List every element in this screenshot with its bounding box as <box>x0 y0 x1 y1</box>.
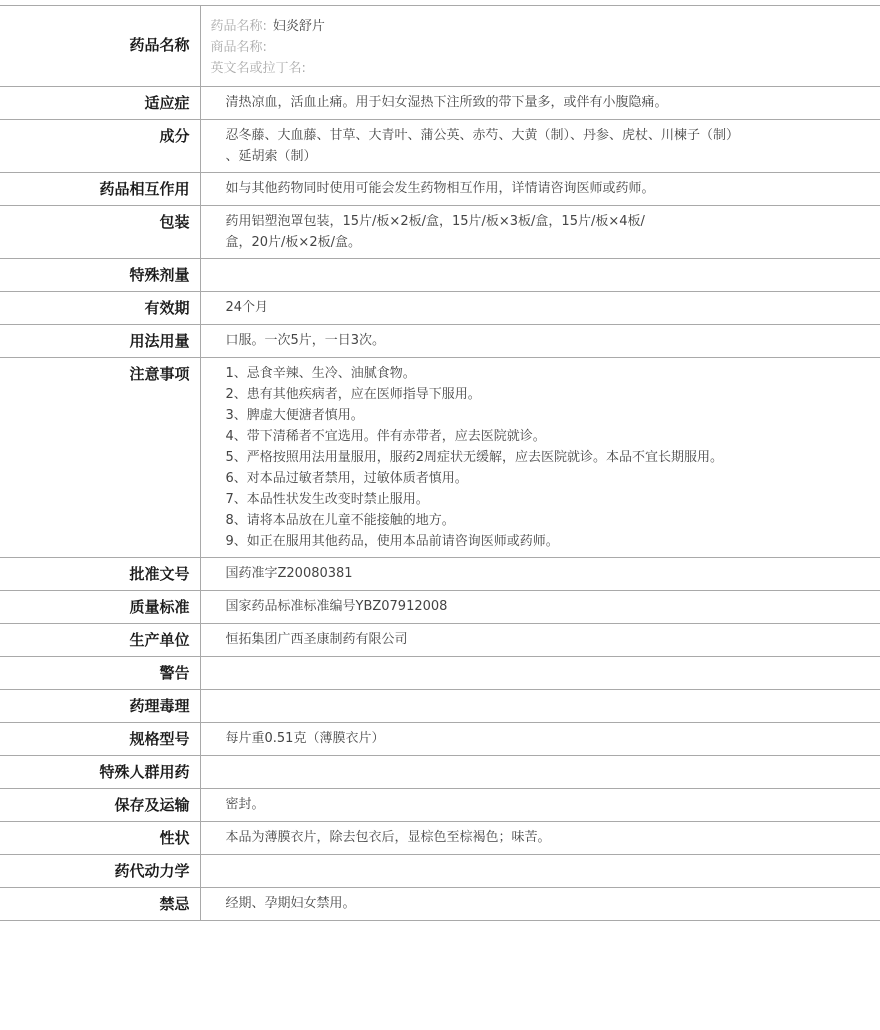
validity-value: 24个月 <box>225 300 269 315</box>
row-specification <box>0 723 880 756</box>
contraindications-label: 禁忌 <box>159 895 190 913</box>
usage-value: 口服。一次5片，一日3次。 <box>225 333 386 348</box>
drug-spec-table <box>0 5 880 921</box>
precaution-item: 7、本品性状发生改变时禁止服用。 <box>225 492 429 507</box>
approval-value: 国药准字Z20080381 <box>225 566 353 581</box>
row-special-population <box>0 756 880 789</box>
warning-label: 警告 <box>159 664 190 682</box>
pharmacokinetics-value <box>226 860 791 881</box>
storage-value: 密封。 <box>225 797 265 812</box>
packaging-line: 药用铝塑泡罩包装，15片/板×2板/盒，15片/板×3板/盒，15片/板×4板/ <box>225 214 645 229</box>
row-usage <box>0 325 880 358</box>
precaution-item: 6、对本品过敏者禁用，过敏体质者慎用。 <box>225 471 468 486</box>
pharmacology-value <box>226 695 791 716</box>
special-dosage-label: 特殊剂量 <box>129 266 190 284</box>
ingredients-label: 成分 <box>159 127 190 145</box>
contraindications-value: 经期、孕期妇女禁用。 <box>225 896 356 911</box>
row-label-cell <box>0 6 200 87</box>
storage-label: 保存及运输 <box>114 796 190 814</box>
special-dosage-value <box>226 264 791 285</box>
specification-label: 规格型号 <box>129 730 190 748</box>
row-appearance <box>0 822 880 855</box>
indications-value: 清热凉血，活血止痛。用于妇女湿热下注所致的带下量多，或伴有小腹隐痛。 <box>225 95 668 110</box>
appearance-label: 性状 <box>159 829 190 847</box>
row-pharmacology <box>0 690 880 723</box>
precaution-item: 8、请将本品放在儿童不能接触的地方。 <box>225 513 455 528</box>
indications-label: 适应症 <box>144 94 190 112</box>
generic-name-label: 药品名称: <box>210 19 267 34</box>
row-warning <box>0 657 880 690</box>
row-ingredients <box>0 120 880 173</box>
generic-name-value: 妇炎舒片 <box>272 19 325 34</box>
english-name-label: 英文名或拉丁名: <box>210 61 306 76</box>
generic-name-line <box>211 16 791 37</box>
precaution-item: 5、严格按照用法用量服用，服药2周症状无缓解，应去医院就诊。本品不宜长期服用。 <box>225 450 724 465</box>
precaution-item: 1、忌食辛辣、生冷、油腻食物。 <box>225 366 416 381</box>
special-population-label: 特殊人群用药 <box>99 763 190 781</box>
row-pharmacokinetics <box>0 855 880 888</box>
appearance-value: 本品为薄膜衣片，除去包衣后，显棕色至棕褐色；味苦。 <box>225 830 551 845</box>
row-manufacturer <box>0 624 880 657</box>
pharmacology-label: 药理毒理 <box>129 697 190 715</box>
precaution-item: 3、脾虚大便溏者慎用。 <box>225 408 364 423</box>
row-drug-name <box>0 6 880 87</box>
usage-label: 用法用量 <box>129 332 190 350</box>
special-population-value <box>226 761 791 782</box>
precautions-label: 注意事项 <box>129 365 190 383</box>
approval-label: 批准文号 <box>129 565 190 583</box>
packaging-line: 盒，20片/板×2板/盒。 <box>225 235 361 250</box>
row-validity <box>0 292 880 325</box>
packaging-label: 包装 <box>159 213 190 231</box>
warning-value <box>226 662 791 683</box>
precaution-item: 9、如正在服用其他药品，使用本品前请咨询医师或药师。 <box>225 534 559 549</box>
row-indications <box>0 87 880 120</box>
drug-name-label: 药品名称 <box>129 36 190 54</box>
row-precautions <box>0 358 880 558</box>
specification-value: 每片重0.51克（薄膜衣片） <box>225 731 385 746</box>
standard-value: 国家药品标准标准编号YBZ07912008 <box>225 599 448 614</box>
precaution-item: 4、带下清稀者不宜选用。伴有赤带者，应去医院就诊。 <box>225 429 546 444</box>
row-special-dosage <box>0 259 880 292</box>
interactions-label: 药品相互作用 <box>99 180 190 198</box>
row-contraindications <box>0 888 880 921</box>
pharmacokinetics-label: 药代动力学 <box>114 862 190 880</box>
standard-label: 质量标准 <box>129 598 190 616</box>
ingredients-line: 忍冬藤、大血藤、甘草、大青叶、蒲公英、赤芍、大黄（制）、丹参、虎杖、川楝子（制） <box>225 128 740 143</box>
row-interactions <box>0 173 880 206</box>
interactions-value: 如与其他药物同时使用可能会发生药物相互作用，详情请咨询医师或药师。 <box>225 181 655 196</box>
row-standard <box>0 591 880 624</box>
row-packaging <box>0 206 880 259</box>
precaution-item: 2、患有其他疾病者，应在医师指导下服用。 <box>225 387 481 402</box>
row-approval <box>0 558 880 591</box>
english-name-line <box>211 58 791 79</box>
trade-name-line <box>211 37 791 58</box>
validity-label: 有效期 <box>144 299 190 317</box>
ingredients-line: 、延胡索（制） <box>225 149 317 164</box>
manufacturer-label: 生产单位 <box>129 631 190 649</box>
drug-name-value-cell <box>200 6 880 87</box>
trade-name-label: 商品名称: <box>210 40 267 55</box>
manufacturer-value: 恒拓集团广西圣康制药有限公司 <box>225 632 408 647</box>
row-storage <box>0 789 880 822</box>
